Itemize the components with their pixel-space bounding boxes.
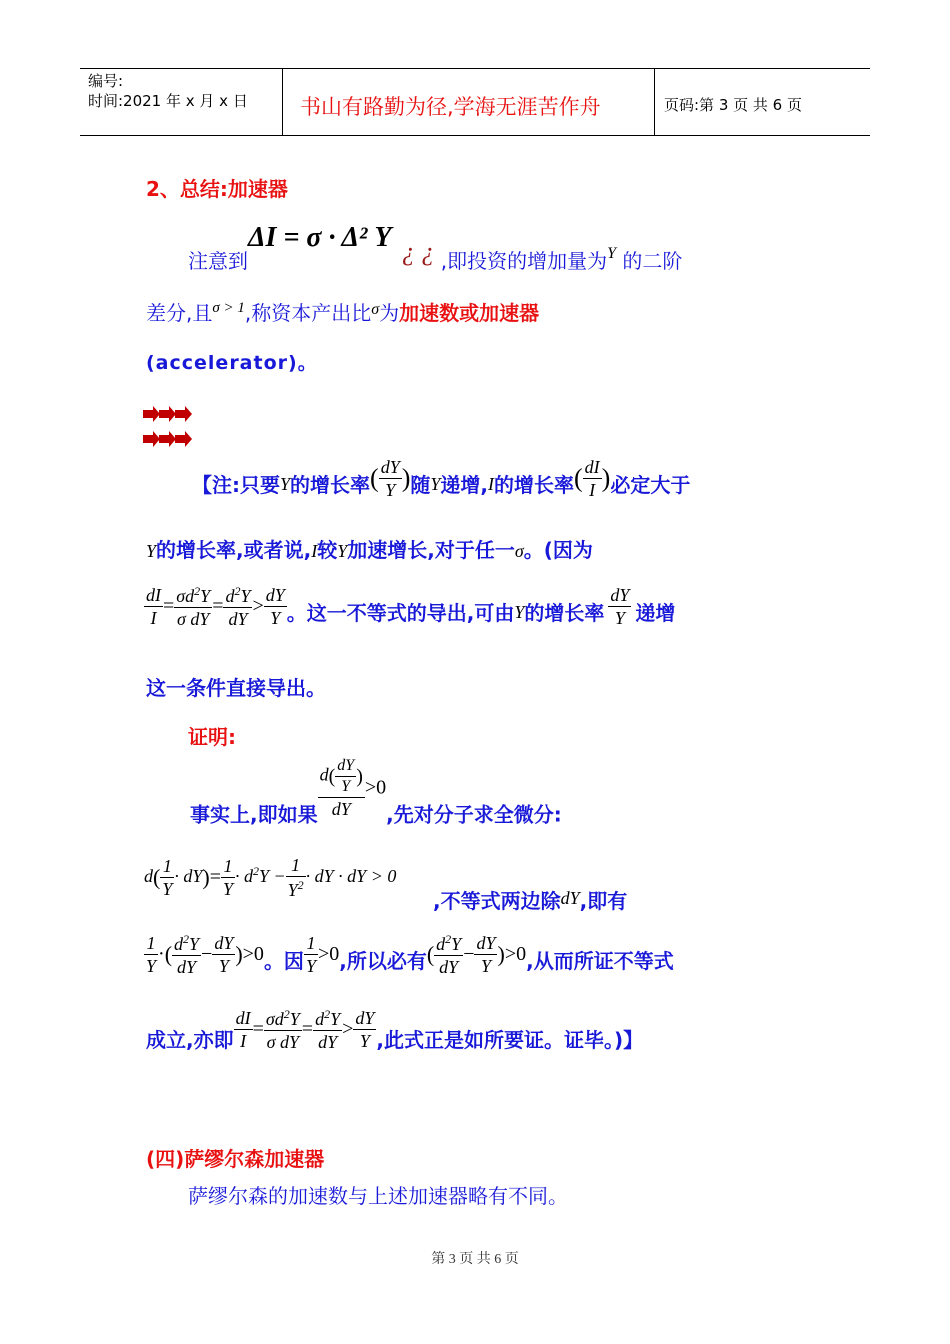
main-formula: ΔI = σ · Δ² Y — [248, 222, 392, 253]
section4-title: (四)萨缪尔森加速器 — [146, 1147, 325, 1171]
second-order-text: 的二阶 — [616, 249, 683, 273]
header-divider-2 — [654, 68, 655, 136]
fraction-dY-Y: $\frac{dY}{Y}$ — [265, 585, 285, 628]
y-symbol: Y — [607, 245, 616, 262]
chengli-line: 成立,亦即 $\frac{dI}{I}$ = $\frac{\sigma d^2Y}{\text{σ dY}}$ = $\frac{d^2Y}{dY}$ > $\frac{dY}{Y}$ ,此式正是如所要证。证毕。)】 — [146, 1007, 644, 1052]
note-open: 【注:只要 — [192, 473, 280, 497]
end-text: ,此式正是如所要证。证毕。)】 — [376, 1028, 644, 1052]
arrow-bullet-icon — [143, 431, 193, 451]
i-symbol: I — [488, 474, 494, 494]
suoyi-text: ,所以必有 — [339, 949, 427, 973]
y-symbol: Y — [514, 602, 525, 622]
congersuo-text: ,从而所证不等式 — [526, 949, 674, 973]
fraction-d-dYY-dY: d( $\frac{dY}{Y}$ ) dY — [319, 757, 363, 819]
note-line2 — [146, 534, 593, 563]
sui-text: 随 — [410, 473, 431, 497]
header-number-label: 编号: — [88, 72, 124, 90]
note-line3-text: 。这一不等式的导出,可由 — [286, 601, 515, 625]
ineq-text: ,不等式两边除 — [433, 889, 561, 913]
header-time-label: 时间:2021 年 x 月 x 日 — [88, 92, 248, 110]
section4-body: 萨缪尔森的加速数与上述加速器略有不同。 — [188, 1184, 568, 1208]
fraction-dY-Y: $\frac{dY}{Y}$ — [610, 585, 630, 628]
growth-rate-text: 的增长率 — [290, 473, 371, 497]
bidingdayu-text: 必定大于 — [610, 473, 691, 497]
note-intro-text: 注意到 — [188, 249, 248, 273]
fraction-dY-over-Y: $\frac{dY}{Y}$ — [380, 457, 400, 500]
line2-a: 差分,且 — [146, 301, 213, 325]
jiao-text: 较 — [317, 538, 338, 562]
y-symbol: Y — [280, 474, 291, 494]
header-bottom-rule — [80, 135, 870, 136]
yin-line: $\frac{1}{Y}$ ·( $\frac{d^2Y}{dY}$ − $\frac{dY}{Y}$ )>0。因 $\frac{1}{Y}$ >0,所以必有( $\frac{d^2Y}{dY}$ − $\frac{dY}{Y}$ )>0,从而所证不等式 — [146, 932, 674, 977]
y-symbol: Y — [146, 541, 157, 561]
section2-line3: (accelerator)。 — [146, 352, 318, 374]
fraction-d2Y-dY: $\frac{d^2Y}{dY}$ — [225, 584, 251, 629]
i-symbol: I — [311, 541, 318, 561]
fact-a: 事实上,即如果 — [190, 802, 318, 827]
differential-formula: d( $\frac{1}{Y}$ · dY)= $\frac{1}{Y}$ · $d^2Y$ − $\frac{1}{Y^2}$ · dY · dY > 0 — [144, 855, 397, 900]
ineq-line — [433, 885, 627, 914]
section2-line1 — [188, 222, 682, 274]
sigma-condition: σ > 1 — [212, 300, 245, 316]
fact-b: ,先对分子求全微分: — [386, 802, 562, 827]
y-symbol: Y — [430, 474, 441, 494]
sigma-symbol: σ — [371, 301, 380, 318]
header-top-rule — [80, 68, 870, 69]
header-page-info: 页码:第 3 页 共 6 页 — [664, 96, 802, 114]
note-rest-text: ,即投资的增加量为 — [440, 249, 608, 273]
fraction-sigma-d2Y: $\frac{\sigma d^2Y}{\text{σ dY}}$ — [176, 584, 211, 629]
junk-glyphs: ¿ ¿ — [401, 237, 435, 266]
fraction-dI-I: $\frac{dI}{I}$ — [146, 585, 161, 628]
accelerator-term: 加速数或加速器 — [399, 301, 540, 325]
footer-page-number: 第 3 页 共 6 页 — [431, 1252, 519, 1267]
header-divider-1 — [282, 68, 283, 136]
section2-line2 — [146, 297, 539, 326]
note-line3: $\frac{dI}{I}$ = $\frac{\sigma d^2Y}{\text{σ dY}}$ = $\frac{d^2Y}{dY}$ > $\frac{dY}{Y}$ 。这一不等式的导出,可由Y的增长率 $\frac{dY}{Y}$ 递增 — [146, 584, 676, 629]
note-line2-c: 。(因为 — [523, 538, 593, 562]
line2-c: 为 — [379, 301, 400, 325]
chengli-text: 成立,亦即 — [146, 1028, 234, 1052]
note-line2-a: 的增长率,或者说, — [156, 538, 312, 562]
section2-title: 2、总结:加速器 — [146, 177, 288, 201]
dy-symbol: dY — [560, 888, 580, 908]
sigma-symbol: σ — [514, 541, 524, 561]
header-motto: 书山有路勤为径,学海无涯苦作舟 — [300, 95, 601, 119]
arrow-bullet-icon — [143, 406, 193, 426]
line2-b: ,称资本产出比 — [244, 301, 372, 325]
growth-rate-i-text: 的增长率 — [494, 473, 574, 497]
note-line1: 【注:只要Y的增长率( $\frac{dY}{Y}$ )随Y递增,I的增长率( $\frac{dI}{I}$ )必定大于 — [192, 457, 691, 500]
dizeng2-text: 递增 — [635, 601, 676, 625]
jiyou-text: ,即有 — [579, 889, 628, 913]
note-line4: 这一条件直接导出。 — [146, 676, 326, 700]
fact-line: 事实上,即如果 d( $\frac{dY}{Y}$ ) dY >0,先对分子求全微分: — [190, 757, 562, 827]
dizeng-text: 递增, — [440, 473, 488, 497]
proof-label: 证明: — [188, 725, 236, 749]
fraction-dI-over-I: $\frac{dI}{I}$ — [584, 457, 600, 500]
note-line2-b: 加速增长,对于任一 — [347, 538, 515, 562]
y-symbol: Y — [337, 541, 348, 561]
yin-text: 。因 — [263, 949, 304, 973]
growth-rate-y-text: 的增长率 — [524, 601, 605, 625]
